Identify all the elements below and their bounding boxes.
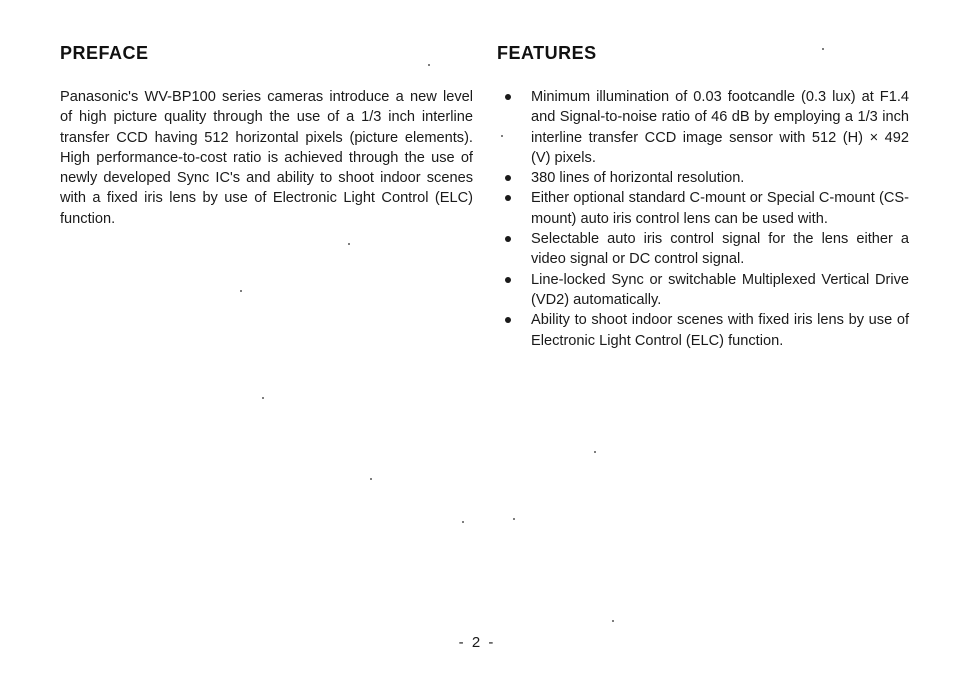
scan-speck [370,478,372,480]
feature-item [497,87,909,168]
page-number: - 2 - [458,634,496,651]
bullet-icon [505,236,511,242]
feature-text: Selectable auto iris control signal for the lens either a video signal or DC control signal. [531,231,909,268]
preface-body: Panasonic's WV-BP100 series cameras introduce a new level of high picture quality through the use of a 1/3 inch interline transfer CCD having 512 horizontal pixels (picture elements). High performance-to-cost ratio is achieved through the use of newly developed Sync IC's and ability to shoot indoor scenes with a fixed iris lens by use of Electronic Light Control (ELC) function. [60,89,473,227]
scan-speck [462,521,464,523]
features-list [497,87,909,351]
feature-item [497,188,909,229]
preface-heading: PREFACE [60,43,149,63]
features-section [497,40,909,351]
feature-text: Either optional standard C-mount or Special C-mount (CS-mount) auto iris control lens can be used with. [531,190,909,227]
feature-item [497,270,909,311]
bullet-icon [505,317,511,323]
feature-item [497,168,909,188]
bullet-icon [505,195,511,201]
bullet-icon [505,277,511,283]
bullet-icon [505,94,511,100]
features-heading: FEATURES [497,43,597,63]
scan-speck [501,135,503,137]
feature-item [497,229,909,270]
preface-section [60,40,473,244]
scan-speck [822,48,824,50]
scan-speck [240,290,242,292]
feature-text: Minimum illumination of 0.03 footcandle (0.3 lux) at F1.4 and Signal-to-noise ratio of 46 dB by employing a 1/3 inch interline transfer CCD image sensor with 512 (H) × 492 (V) pixels. [531,89,909,166]
bullet-icon [505,175,511,181]
scan-speck [513,518,515,520]
scan-speck [348,243,350,245]
scan-speck [428,64,430,66]
scan-speck [594,451,596,453]
scan-speck [612,620,614,622]
feature-item [497,310,909,351]
feature-text: Line-locked Sync or switchable Multiplexed Vertical Drive (VD2) automatically. [531,271,909,308]
feature-text: 380 lines of horizontal resolution. [531,170,745,187]
scan-speck [262,397,264,399]
feature-text: Ability to shoot indoor scenes with fixed iris lens by use of Electronic Light Control (ELC) function. [531,312,909,349]
